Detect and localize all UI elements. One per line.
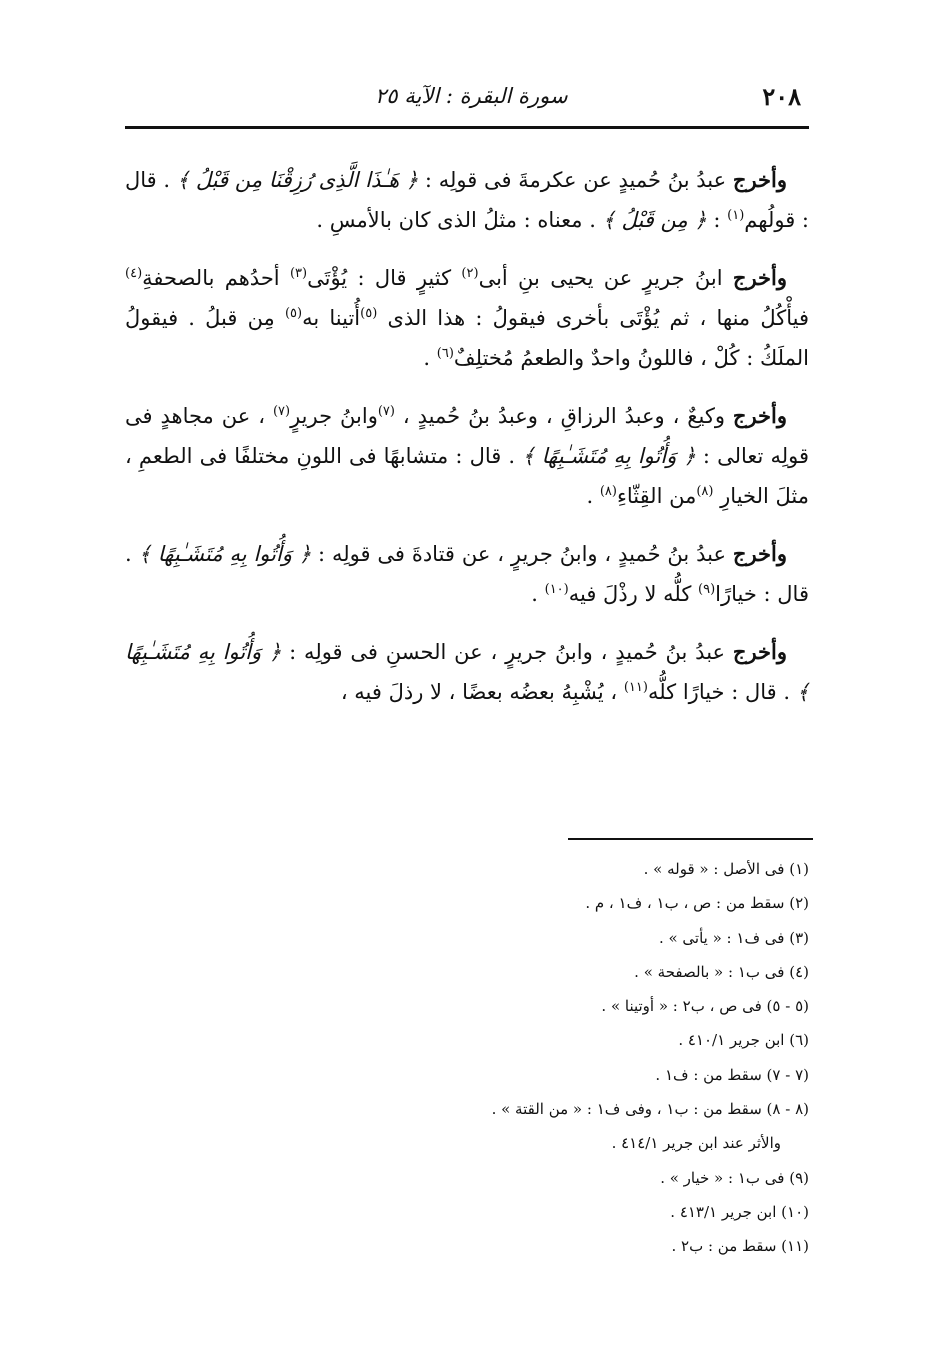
paragraph-text: كثيرٍ قال : يُؤْتَى: [307, 266, 462, 290]
paragraph-text: .: [586, 484, 600, 508]
paragraph-2: [125, 258, 809, 378]
footnote-marker[interactable]: (٣): [289, 266, 308, 281]
paragraph-text: أُتينا به: [302, 306, 361, 330]
footnote-6: (٦) ابن جرير ٤١٠/١ .: [678, 1031, 809, 1050]
paragraph-text: وابنُ جريرٍ: [290, 404, 378, 428]
quran-verse: ﴿ وَأُتُوا بِهِ مُتَشَـٰبِهًا ﴾: [138, 542, 312, 566]
paragraph-3: [125, 396, 809, 516]
footnote-marker[interactable]: (٨): [599, 484, 617, 499]
paragraph-text: ، يُشْبِهُ بعضُه بعضًا ، لا رذلَ فيه ،: [340, 680, 624, 704]
paragraph-text: . قال : قولُهم: [125, 168, 809, 232]
paragraph-text: . معناه : مثلُ الذى كان بالأمسِ .: [316, 208, 603, 232]
footnote-marker[interactable]: (٦): [436, 346, 454, 361]
page-header: [125, 80, 809, 120]
main-text: [125, 160, 809, 730]
quran-verse: ﴿ هَـٰذَا الَّذِى رُزِقْنَا مِن قَبْلُ ﴾: [176, 168, 419, 192]
footnote-1: (١) فى الأصل : « قوله » .: [643, 860, 809, 878]
paragraph-text: .: [423, 346, 437, 370]
footnote-marker[interactable]: (٥): [360, 306, 378, 321]
paragraph-text: ابنُ جريرٍ عن يحيى بنِ أبى: [478, 266, 733, 290]
paragraph-text: :: [706, 208, 728, 232]
footnote-marker[interactable]: (٨): [696, 484, 714, 499]
footnote-marker[interactable]: (١): [727, 208, 745, 223]
paragraph-text: وكيعٌ ، وعبدُ الرزاقِ ، وعبدُ بنُ حُميدٍ ،: [394, 404, 733, 428]
quran-verse: ﴿ وَأُتُوا بِهِ مُتَشَـٰبِهًا ﴾: [125, 640, 809, 704]
quran-verse: ﴿ مِن قَبْلُ ﴾: [602, 208, 707, 232]
page-number: ٢٠٨: [762, 82, 801, 111]
paragraph-4: [125, 534, 809, 614]
paragraph-lead: وأخرج: [732, 265, 787, 290]
paragraph-lead: وأخرج: [732, 167, 787, 192]
footnote-marker[interactable]: (١٠): [544, 582, 569, 597]
paragraph-text: .: [531, 582, 545, 606]
footnote-rule: [568, 838, 813, 840]
paragraph-text: عبدُ بنُ حُميدٍ عن عكرمةَ فى قولِه :: [418, 168, 733, 192]
footnote-marker[interactable]: (٩): [698, 582, 716, 597]
footnote-3: (٣) فى ف١ : « يأتى » .: [658, 928, 809, 947]
footnote-2: (٢) سقط من : ص ، ب١ ، ف١ ، م .: [585, 894, 809, 913]
paragraph-lead: وأخرج: [732, 541, 788, 566]
header-rule: [125, 126, 809, 129]
footnote-11: (١١) سقط من : ب٢ .: [671, 1237, 809, 1256]
paragraph-text: عبدُ بنُ حُميدٍ ، وابنُ جريرٍ ، عن قتادةَ فى قولِه :: [311, 542, 733, 566]
paragraph-lead: وأخرج: [732, 639, 788, 664]
footnote-9: (٩) فى ب١ : « خيار » .: [660, 1168, 809, 1187]
paragraph-text: مِن قبلُ . فيقولُ الملَكُ : كُلْ ، فاللونُ واحدٌ والطعمُ مُختلِفٌ: [125, 306, 809, 370]
footnote-marker[interactable]: (٧): [272, 404, 291, 419]
footnote-4: (٤) فى ب١ : « بالصفحة » .: [634, 962, 809, 981]
footnote-marker[interactable]: (٤): [125, 266, 143, 281]
running-title: سورة البقرة : الآية ٢٥: [375, 84, 568, 108]
paragraph-text: أحدُهم بالصحفةِ: [142, 266, 290, 290]
paragraph-1: [125, 160, 809, 240]
paragraph-text: . قال : متشابهًا فى اللونِ مختلفًا فى الطعمِ ، مثلَ الخيارِ: [125, 444, 809, 508]
footnote-marker[interactable]: (٢): [461, 266, 479, 281]
footnote-marker[interactable]: (١١): [623, 680, 648, 695]
paragraph-text: فيأْكُلُ منها ، ثم يُؤْتَى بأخرى فيقولُ : هذا الذى: [377, 306, 809, 330]
paragraph-text: عبدُ بنُ حُميدٍ ، وابنُ جريرٍ ، عن الحسنِ فى قولِه :: [281, 640, 733, 664]
footnote-marker[interactable]: (٥): [284, 306, 303, 321]
footnote-marker[interactable]: (٧): [377, 404, 395, 419]
quran-verse: ﴿ وَأُتُوا بِهِ مُتَشَـٰبِهًا ﴾: [522, 444, 696, 468]
paragraph-text: كلُّه لا رذْلَ فيه: [568, 582, 699, 606]
paragraph-5: [125, 632, 809, 712]
paragraph-text: من القِثّاءِ: [616, 484, 697, 508]
footnote-5: (٥ - ٥) فى ص ، ب٢ : « أوتينا » .: [601, 997, 809, 1016]
paragraph-text: . قال : خيارًا كلُّه: [647, 680, 797, 704]
paragraph-text: ، عن مجاهدٍ فى قولِه تعالى :: [125, 404, 810, 468]
footnotes: [389, 852, 809, 1264]
footnote-8: (٨ - ٨) سقط من : ب١ ، وفى ف١ : « من القتة » .: [491, 1100, 809, 1119]
footnote-8-continuation: والأثر عند ابن جرير ٤١٤/١ .: [611, 1134, 781, 1153]
footnote-10: (١٠) ابن جرير ٤١٣/١ .: [670, 1202, 809, 1221]
footnote-7: (٧ - ٧) سقط من : ف١ .: [655, 1065, 809, 1084]
paragraph-text: . قال : خيارًا: [125, 542, 809, 606]
paragraph-lead: وأخرج: [732, 403, 788, 428]
